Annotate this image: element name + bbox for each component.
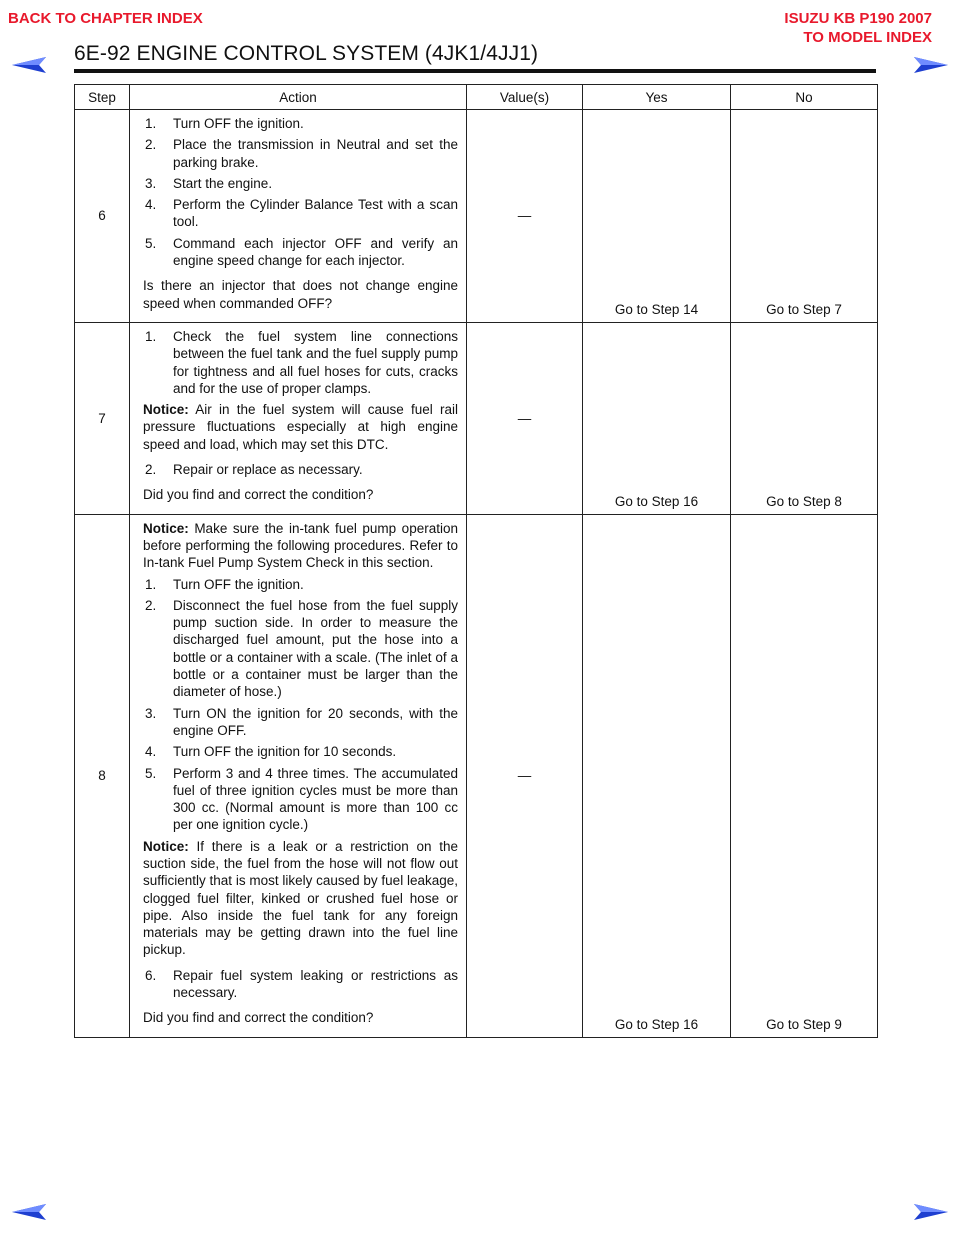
- action-list: [143, 967, 458, 1002]
- back-to-chapter-index-link[interactable]: BACK TO CHAPTER INDEX: [8, 10, 203, 27]
- list-item: 4. Turn OFF the ignition for 10 seconds.: [145, 744, 397, 760]
- list-item: 6. Repair fuel system leaking or restrictions as necessary.: [145, 967, 458, 1001]
- action-list: [143, 461, 458, 478]
- model-title-link[interactable]: ISUZU KB P190 2007: [784, 10, 932, 27]
- yes-cell: Go to Step 16: [583, 514, 731, 1037]
- list-item: 1. Turn OFF the ignition.: [145, 116, 304, 131]
- header-step: Step: [75, 85, 130, 110]
- notice-text: Notice: If there is a leak or a restriction on the suction side, the fuel from the hose will not flow out sufficiently that is most likely caused by fuel leakage, clogged fuel filter, kinked or crushed fuel hose or pipe. Also inside the fuel tank for any foreign materials may be getting drawn into the fuel line pickup.: [143, 838, 458, 958]
- step-question: Did you find and correct the condition?: [143, 1010, 374, 1026]
- action-list: [143, 115, 458, 269]
- table-row: [75, 110, 878, 323]
- value-cell: —: [467, 322, 583, 514]
- arrow-right-icon[interactable]: [912, 56, 950, 74]
- table-header-row: [75, 85, 878, 110]
- list-item: 2. Disconnect the fuel hose from the fuel supply pump suction side. In order to measure the discharged fuel amount, put the hose into a bottle or a container with a scale. (The inlet of a bottle or a container must be larger than the diameter of hose.): [145, 597, 458, 700]
- arrow-left-icon[interactable]: [10, 56, 48, 74]
- table-row: [75, 514, 878, 1037]
- list-item: 3. Turn ON the ignition for 20 seconds, with the engine OFF.: [145, 705, 458, 738]
- list-item: 2. Repair or replace as necessary.: [145, 462, 363, 478]
- arrow-left-icon[interactable]: [10, 1203, 48, 1221]
- value-cell: —: [467, 514, 583, 1037]
- header-yes: Yes: [583, 85, 731, 110]
- header-action: Action: [130, 85, 467, 110]
- step-question: Is there an injector that does not change engine speed when commanded OFF?: [143, 278, 458, 311]
- action-cell: [130, 514, 467, 1037]
- header-values: Value(s): [467, 85, 583, 110]
- step-number: 7: [75, 322, 130, 514]
- header-no: No: [731, 85, 878, 110]
- table-row: [75, 322, 878, 514]
- arrow-right-icon[interactable]: [912, 1203, 950, 1221]
- list-item: 5. Perform 3 and 4 three times. The accumulated fuel of three ignition cycles must be more than 300 cc. (Normal amount is more than 100 cc per one ignition cycle.): [145, 765, 458, 833]
- action-list: [143, 576, 458, 834]
- page-title: 6E-92 ENGINE CONTROL SYSTEM (4JK1/4JJ1): [74, 42, 539, 65]
- to-model-index-link[interactable]: TO MODEL INDEX: [803, 29, 932, 46]
- list-item: 5. Command each injector OFF and verify an engine speed change for each injector.: [145, 235, 458, 269]
- diagnostic-steps-table: [74, 84, 878, 1038]
- no-cell: Go to Step 7: [731, 110, 878, 323]
- notice-text: Notice: Air in the fuel system will cause fuel rail pressure fluctuations especially at high engine speed and load, which may set this DTC.: [143, 402, 458, 452]
- action-cell: [130, 110, 467, 323]
- yes-cell: Go to Step 14: [583, 110, 731, 323]
- step-number: 8: [75, 514, 130, 1037]
- no-cell: Go to Step 9: [731, 514, 878, 1037]
- list-item: 2. Place the transmission in Neutral and set the parking brake.: [145, 137, 458, 170]
- action-list: [143, 328, 458, 397]
- action-cell: [130, 322, 467, 514]
- list-item: 3. Start the engine.: [145, 175, 273, 191]
- title-divider: [74, 69, 876, 73]
- list-item: 4. Perform the Cylinder Balance Test with a scan tool.: [145, 197, 458, 230]
- notice-text: Notice: Make sure the in-tank fuel pump operation before performing the following procedures. Refer to In-tank Fuel Pump System Check in this section.: [143, 520, 458, 571]
- yes-cell: Go to Step 16: [583, 322, 731, 514]
- value-cell: —: [467, 110, 583, 323]
- step-number: 6: [75, 110, 130, 323]
- step-question: Did you find and correct the condition?: [143, 487, 374, 503]
- no-cell: Go to Step 8: [731, 322, 878, 514]
- list-item: 1. Turn OFF the ignition.: [145, 576, 304, 592]
- list-item: 1. Check the fuel system line connections between the fuel tank and the fuel supply pump for tightness and all fuel hoses for cuts, cracks and for the use of proper clamps.: [145, 328, 458, 396]
